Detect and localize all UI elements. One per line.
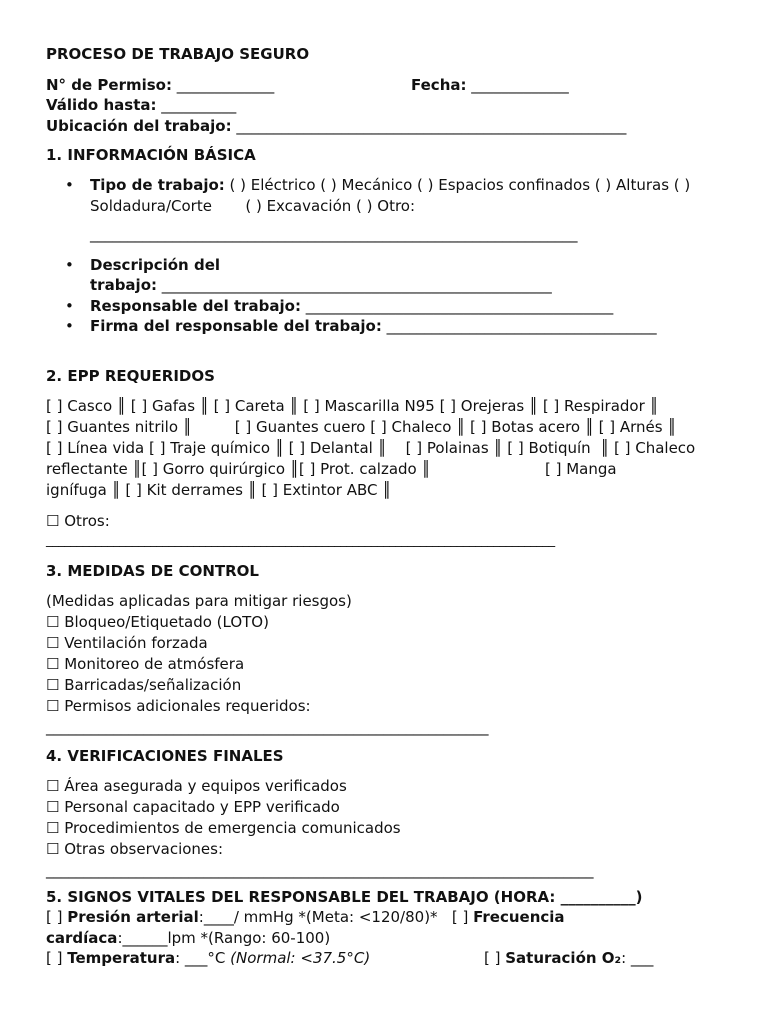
hr-field[interactable]: :______lpm *(Rango: 60-100)	[117, 928, 331, 947]
hr-label-1: Frecuencia	[473, 908, 565, 926]
bp-checkbox[interactable]: [ ]	[46, 908, 68, 926]
final-checkbox-emergency[interactable]: ☐ Procedimientos de emergencia comunicados	[46, 819, 401, 837]
responsible-item[interactable]	[46, 296, 726, 317]
signature-item[interactable]	[46, 316, 726, 337]
ppe-others-blank[interactable]: ___________________________________________________________________________________	[46, 533, 555, 548]
valid-until-field[interactable]	[46, 95, 726, 116]
description-blank: ____________________________________________________	[157, 276, 552, 294]
signature-blank: ____________________________________	[381, 317, 657, 335]
final-checkbox-observations[interactable]: ☐ Otras observaciones:	[46, 840, 224, 858]
section-2-heading: 2. EPP REQUERIDOS	[46, 366, 215, 385]
description-label-2: trabajo:	[90, 276, 157, 294]
ppe-line-3[interactable]: [ ] Línea vida [ ] Traje químico ║ [ ] Delantal ║ [ ] Polainas ║ [ ] Botiquín ║ [ ] Chaleco	[46, 438, 696, 457]
date-blank: _____________	[466, 75, 569, 94]
control-intro: (Medidas aplicadas para mitigar riesgos)	[46, 591, 352, 610]
sat-blank: : ___	[621, 949, 654, 967]
ppe-line-5[interactable]: ignífuga ║ [ ] Kit derrames ║ [ ] Extintor ABC ║	[46, 480, 392, 499]
control-checkbox-permits[interactable]: ☐ Permisos adicionales requeridos:	[46, 696, 311, 715]
permit-row	[46, 75, 726, 96]
sat-label: Saturación O₂	[505, 949, 622, 967]
temp-note: (Normal: <37.5°C)	[230, 949, 371, 967]
vitals-row-2	[46, 928, 726, 949]
final-checkbox-area[interactable]: ☐ Área asegurada y equipos verificados	[46, 777, 347, 795]
location-label: Ubicación del trabajo:	[46, 116, 232, 135]
work-type-options-line2[interactable]: Soldadura/Corte ( ) Excavación ( ) Otro:	[90, 196, 416, 215]
bp-field[interactable]: :____/ mmHg *(Meta: <120/80)* [ ]	[198, 908, 474, 926]
sat-field[interactable]	[484, 948, 653, 969]
permit-field[interactable]	[46, 75, 274, 96]
sat-checkbox[interactable]: [ ]	[484, 949, 506, 967]
control-permits-blank[interactable]: ___________________________________________________________	[46, 717, 489, 736]
final-observations-blank[interactable]: _________________________________________________________________________	[46, 861, 594, 879]
temp-checkbox[interactable]: [ ]	[46, 949, 68, 967]
control-checkbox-ventilation[interactable]: ☐ Ventilación forzada	[46, 633, 208, 652]
final-checkbox-personnel[interactable]: ☐ Personal capacitado y EPP verificado	[46, 798, 340, 816]
responsible-list	[46, 255, 726, 337]
work-type-item	[46, 175, 726, 216]
work-type-label: Tipo de trabajo:	[90, 176, 225, 194]
responsible-blank: _________________________________________	[300, 296, 614, 315]
control-checkbox-barricades[interactable]: ☐ Barricadas/señalización	[46, 675, 242, 694]
form-page	[46, 44, 726, 969]
vitals-row-3	[46, 948, 726, 969]
control-checkbox-monitoring[interactable]: ☐ Monitoreo de atmósfera	[46, 654, 245, 673]
location-field[interactable]	[46, 116, 726, 137]
date-field[interactable]	[411, 75, 569, 96]
work-type-options-line1[interactable]: ( ) Eléctrico ( ) Mecánico ( ) Espacios confinados ( ) Alturas ( )	[224, 176, 691, 194]
hr-label-2: cardíaca	[46, 928, 118, 947]
vitals-row-1	[46, 907, 726, 928]
description-item[interactable]	[46, 255, 726, 296]
description-label-1: Descripción del	[90, 255, 221, 274]
temp-field[interactable]	[46, 948, 370, 969]
temp-label: Temperatura	[67, 949, 176, 967]
signature-label: Firma del responsable del trabajo:	[90, 317, 382, 335]
valid-until-blank: __________	[156, 96, 237, 114]
ppe-line-1[interactable]: [ ] Casco ║ [ ] Gafas ║ [ ] Careta ║ [ ] Mascarilla N95 [ ] Orejeras ║ [ ] Respirador ║	[46, 396, 659, 415]
ppe-line-2[interactable]: [ ] Guantes nitrilo ║ [ ] Guantes cuero [ ] Chaleco ║ [ ] Botas acero ║ [ ] Arnés ║	[46, 417, 677, 436]
ppe-line-4[interactable]: reflectante ║[ ] Gorro quirúrgico ║[ ] Prot. calzado ║ [ ] Manga	[46, 459, 617, 478]
responsible-label: Responsable del trabajo:	[90, 296, 301, 315]
section-3-heading: 3. MEDIDAS DE CONTROL	[46, 561, 259, 580]
control-checkbox-loto[interactable]: ☐ Bloqueo/Etiquetado (LOTO)	[46, 612, 269, 631]
bp-label: Presión arterial	[67, 908, 199, 926]
basic-info-list	[46, 175, 726, 216]
location-blank: ____________________________________________________	[231, 116, 627, 135]
section-1-heading: 1. INFORMACIÓN BÁSICA	[46, 146, 256, 164]
ppe-others-checkbox[interactable]: ☐ Otros:	[46, 511, 110, 530]
permit-label: N° de Permiso:	[46, 75, 172, 94]
temp-blank: : ___°C	[175, 949, 231, 967]
section-5-heading: 5. SIGNOS VITALES DEL RESPONSABLE DEL TRABAJO (HORA: __________)	[46, 887, 643, 906]
valid-until-label: Válido hasta:	[46, 96, 157, 114]
work-type-other-blank[interactable]: _________________________________________________________________	[90, 225, 578, 243]
form-title: PROCESO DE TRABAJO SEGURO	[46, 45, 310, 63]
permit-blank: _____________	[171, 75, 275, 94]
section-4-heading: 4. VERIFICACIONES FINALES	[46, 747, 284, 765]
date-label: Fecha:	[411, 75, 467, 94]
